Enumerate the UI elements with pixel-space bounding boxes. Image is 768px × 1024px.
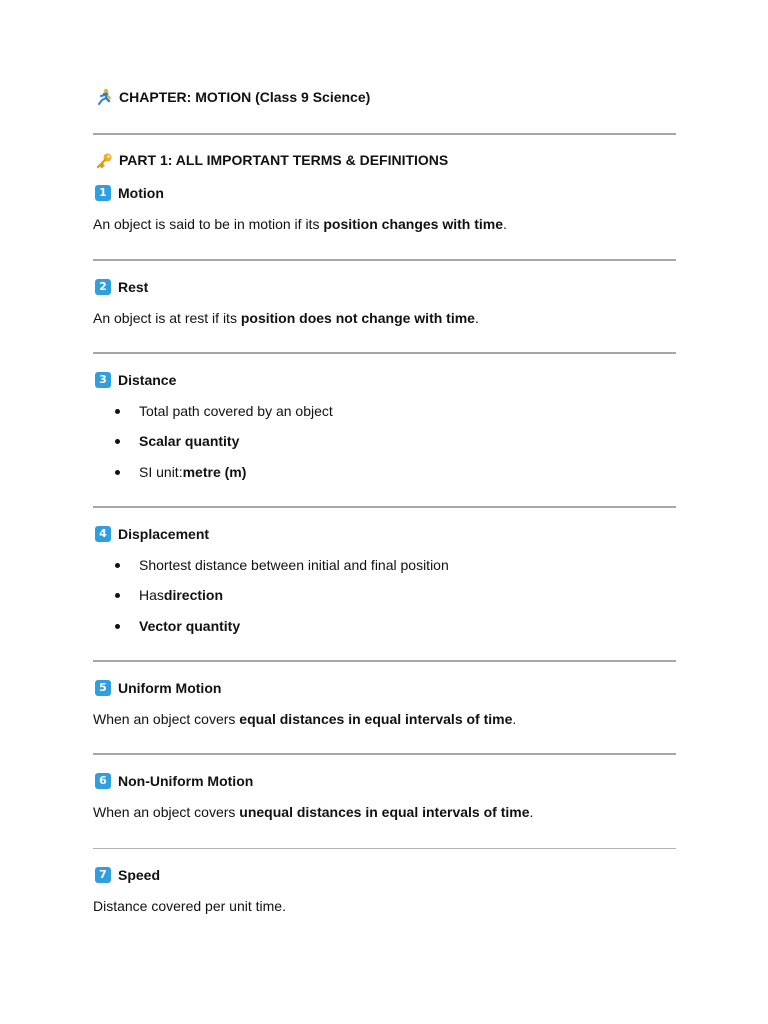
text-segment: . xyxy=(529,804,534,820)
text-bold: unequal distances in equal intervals of time xyxy=(239,804,530,820)
list-item xyxy=(115,557,449,573)
list-item xyxy=(115,618,240,634)
number-4-icon: 4 xyxy=(95,526,111,542)
chapter-title xyxy=(93,88,370,106)
bullet-icon xyxy=(115,563,120,568)
section-heading-non-uniform-motion xyxy=(95,773,253,789)
section-heading-text: Displacement xyxy=(118,526,210,542)
number-2-icon: 2 xyxy=(95,279,111,295)
text-bold: position does not change with time xyxy=(240,310,475,326)
definition-text xyxy=(93,310,479,326)
number-3-icon: 3 xyxy=(95,372,111,388)
text-segment: When an object covers xyxy=(93,804,240,820)
bullet-icon xyxy=(115,439,120,444)
text-bold: metre (m) xyxy=(182,464,247,480)
definition-text xyxy=(93,898,286,914)
divider xyxy=(93,259,676,261)
key-icon xyxy=(95,152,113,168)
part-heading-text: PART 1: ALL IMPORTANT TERMS & DEFINITIONS xyxy=(119,152,449,168)
text-segment: When an object covers xyxy=(93,711,240,727)
text-segment: . xyxy=(503,216,507,232)
text-segment: An object is said to be in motion if its xyxy=(93,216,324,232)
definition-text xyxy=(93,804,533,820)
section-heading-speed xyxy=(95,867,160,883)
runner-icon xyxy=(95,88,113,106)
list-item xyxy=(115,403,333,419)
list-item xyxy=(115,587,223,603)
number-1-icon: 1 xyxy=(95,185,111,201)
section-heading-rest xyxy=(95,279,148,295)
divider xyxy=(93,506,676,508)
text-segment: Distance covered per unit time. xyxy=(93,898,286,914)
text-segment: An object is at rest if its xyxy=(93,310,241,326)
divider xyxy=(93,660,676,662)
text-bold: equal distances in equal intervals of time xyxy=(239,711,513,727)
text-segment: Total path covered by an object xyxy=(139,403,333,419)
definition-text xyxy=(93,711,516,727)
bullet-icon xyxy=(115,593,120,598)
text-segment: SI unit: xyxy=(139,464,183,480)
section-heading-motion xyxy=(95,185,164,201)
text-bold: Vector quantity xyxy=(139,618,241,634)
section-heading-text: Uniform Motion xyxy=(118,680,222,696)
section-heading-distance xyxy=(95,372,176,388)
bullet-icon xyxy=(115,409,120,414)
number-7-icon: 7 xyxy=(95,867,111,883)
list-item xyxy=(115,464,246,480)
text-bold: direction xyxy=(163,587,224,603)
section-heading-text: Rest xyxy=(118,279,149,295)
definition-text xyxy=(93,216,507,232)
number-6-icon: 6 xyxy=(95,773,111,789)
divider xyxy=(93,352,676,354)
text-segment: . xyxy=(474,310,479,326)
text-bold: Scalar quantity xyxy=(139,433,240,449)
text-segment: Has xyxy=(139,587,164,603)
section-heading-displacement xyxy=(95,526,209,542)
divider xyxy=(93,848,676,849)
list-item xyxy=(115,433,239,449)
section-heading-uniform-motion xyxy=(95,680,221,696)
section-heading-text: Non-Uniform Motion xyxy=(118,773,254,789)
divider xyxy=(93,133,676,135)
text-bold: position changes with time xyxy=(323,216,504,232)
chapter-title-text: CHAPTER: MOTION (Class 9 Science) xyxy=(119,89,371,105)
part-heading xyxy=(95,152,448,168)
divider xyxy=(93,753,676,755)
section-heading-text: Speed xyxy=(118,867,161,883)
section-heading-text: Distance xyxy=(118,372,177,388)
bullet-icon xyxy=(115,470,120,475)
number-5-icon: 5 xyxy=(95,680,111,696)
bullet-icon xyxy=(115,624,120,629)
text-segment: . xyxy=(512,711,517,727)
text-segment: Shortest distance between initial and final position xyxy=(139,557,449,573)
section-heading-text: Motion xyxy=(118,185,164,201)
